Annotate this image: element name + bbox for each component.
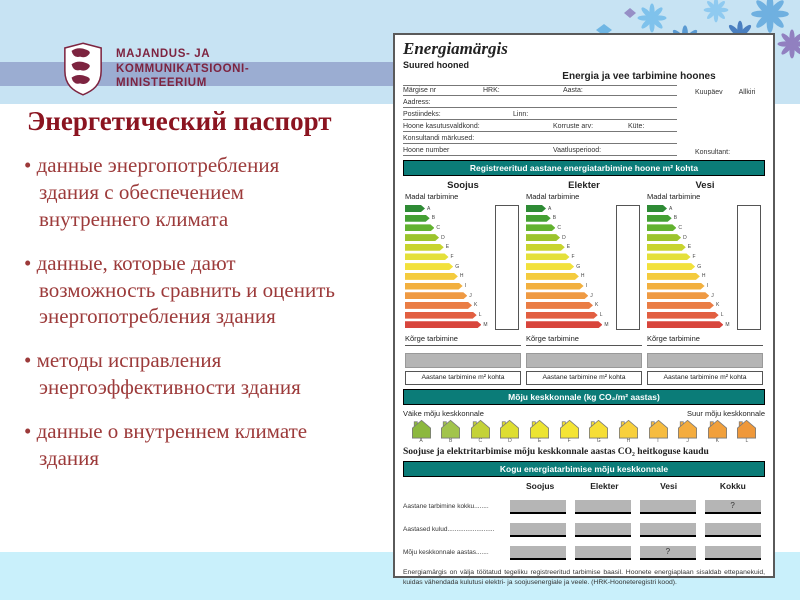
summary-column-header: Elekter [590,480,619,491]
field-kasutusvaldkond: Hoone kasutusvaldkond: [403,122,480,130]
house-icon-item [616,419,640,444]
house-icon [617,419,640,439]
rating-letter: B [552,215,557,222]
house-letter: K [715,437,719,444]
scale-title: Vesi [695,179,715,191]
consumption-value-label: Aastane tarbimine m² kohta [405,371,521,385]
certificate-subtitle: Suured hooned [403,59,469,70]
summary-row-label: Mõju keskkonnale aastas....... [403,549,489,557]
bullet-item: • методы исправления энергоэффективности здания [24,347,342,401]
high-consumption-label: Kõrge tarbimine [405,334,521,346]
summary-cell [636,523,701,537]
rating-letter: J [590,292,593,299]
rating-bar [405,273,458,280]
summary-column-header: Vesi [660,480,678,491]
field-allkiri: Allkiri [738,88,756,96]
high-consumption-label: Kõrge tarbimine [526,334,642,346]
rating-bar [405,205,425,212]
banner-total-impact: Kogu energiatarbimise mõju keskkonnale [403,461,765,477]
summary-rows [403,500,765,560]
rating-bar [647,283,705,290]
field-konsultant: Konsultant: [695,148,731,156]
summary-value-box [510,546,566,560]
rating-bar [526,312,598,319]
rating-letter: M [483,321,488,328]
house-icon-item [409,419,433,444]
rating-bar [647,215,672,222]
rating-letter: C [557,224,562,231]
logo-line: MAJANDUS- JA [116,47,211,60]
rating-bar [647,302,714,309]
rating-bar [526,273,579,280]
house-icon [706,419,729,439]
banner-environment-impact: Mõju keskkonnale (kg CO₂/m² aastas) [403,389,765,405]
summary-column-header: Soojus [525,480,555,491]
energy-certificate [393,33,775,587]
summary-row [403,500,765,514]
house-letter: L [745,437,749,444]
rating-bars [526,204,642,332]
field-row [403,132,765,144]
scale-title: Soojus [447,179,479,191]
high-impact-label: Suur mõju keskkonnale [687,408,765,418]
field-linn: Linn: [513,110,529,118]
field-hoone-number: Hoone number [403,146,450,154]
rating-letter: H [580,273,585,280]
summary-row-label: Aastane tarbimine kokku........ [403,503,489,511]
rating-bar [526,302,593,309]
house-icon-item [498,419,522,444]
rating-bar [405,292,467,299]
energy-scale-soojus [405,180,521,385]
house-icon-item [587,419,611,444]
summary-cell [636,546,701,560]
house-icon [498,419,521,439]
summary-cell [700,546,765,560]
rating-bar [526,292,588,299]
rating-bar [405,253,449,260]
summary-value-box [510,523,566,537]
rating-letter: L [478,312,482,319]
rating-letter: C [436,224,441,231]
summary-value-box [575,523,631,537]
rating-letter: I [464,283,466,290]
certificate-section-header: Energia ja vee tarbimine hoones [562,70,716,82]
rating-bar [647,253,691,260]
rating-bar [526,321,602,328]
rating-letter: J [469,292,472,299]
rating-letter: K [474,302,478,309]
rating-bar [526,283,584,290]
house-icon [647,419,670,439]
rating-value-box [616,205,640,330]
rating-letter: C [678,224,683,231]
low-consumption-label: Madal tarbimine [405,191,459,201]
rating-letter: I [585,283,587,290]
rating-bar [405,234,439,241]
summary-cell [571,523,636,537]
rating-letter: E [445,244,450,251]
field-hrk: HRK: [483,86,500,94]
summary-cell [636,500,701,514]
ministry-name [116,47,249,92]
rating-letter: A [427,205,431,212]
house-letter: A [419,437,423,444]
house-icon-item [557,419,581,444]
rating-letter: F [692,253,696,260]
rating-bar [526,263,574,270]
house-letter: G [596,437,601,444]
certificate-fields [403,84,765,156]
field-row [403,108,765,120]
summary-value-box [575,500,631,514]
field-row [403,96,765,108]
rating-bar [405,312,477,319]
summary-value-box: ? [705,500,761,514]
field-kuupaev: Kuupäev [695,88,723,96]
house-icon [410,419,433,439]
house-letter: J [686,437,689,444]
summary-header [508,481,765,491]
rating-bar [526,224,555,231]
field-row [403,84,765,96]
house-icon [587,419,610,439]
summary-row-label: Aastased kulud.......................... [403,526,495,534]
low-consumption-label: Madal tarbimine [526,191,580,201]
houses-row [403,418,765,444]
environment-caption: Soojuse ja elektritarbimise mõju keskkonnale aastas CO₂ heitkoguse kaudu [403,446,709,457]
scales-row [403,180,765,385]
environment-section [403,409,765,457]
bullet-item: • данные о внутреннем климате здания [24,418,342,472]
rating-bar [405,302,472,309]
house-letter: B [448,437,453,444]
rating-bar [647,292,709,299]
rating-letter: L [599,312,603,319]
summary-value-box: ? [640,546,696,560]
field-vaatlusperiood: Vaatlusperiood: [553,146,602,154]
rating-letter: L [720,312,724,319]
house-icon [469,419,492,439]
slide-title: Энергетический паспорт [27,106,332,136]
summary-cell [506,546,571,560]
rating-bar [526,205,546,212]
rating-letter: D [441,234,445,241]
house-icon-item [646,419,670,444]
rating-bars [405,204,521,332]
rating-bar [526,244,565,251]
field-row [403,144,765,156]
rating-bar [405,224,434,231]
field-aadress: Aadress: [403,98,431,106]
house-icon-item [468,419,492,444]
rating-bar [647,263,695,270]
scale-title: Elekter [568,179,600,191]
summary-value-box [510,500,566,514]
logo-line: KOMMUNIKATSIOONI- [116,62,250,75]
rating-letter: H [459,273,464,280]
ministry-logo [62,42,249,96]
high-consumption-label: Kõrge tarbimine [647,334,763,346]
house-icon [558,419,581,439]
rating-letter: K [595,302,599,309]
rating-letter: E [566,244,571,251]
rating-bar [647,273,700,280]
rating-bar [647,234,681,241]
field-markused: Konsultandi märkused: [403,134,475,142]
consumption-value-box [647,353,763,368]
rating-bar [526,234,560,241]
rating-letter: G [697,263,702,270]
rating-letter: M [604,321,609,328]
rating-bar [405,321,481,328]
house-letter: C [478,437,483,444]
bullet-list [24,152,342,489]
banner-registered-consumption: Registreeritud aastane energiatarbimine hoone m² kohta [403,160,765,176]
field-postiindeks: Postiindeks: [403,110,441,118]
logo-line: MINISTEERIUM [116,77,207,90]
house-letter: F [567,437,571,444]
rating-bar [405,215,430,222]
certificate-title: Energiamärgis [403,39,508,58]
house-icon [676,419,699,439]
low-consumption-label: Madal tarbimine [647,191,701,201]
consumption-value-box [405,353,521,368]
rating-letter: M [725,321,730,328]
house-icon [735,419,758,439]
rating-bars [647,204,763,332]
rating-letter: F [450,253,454,260]
rating-letter: G [576,263,581,270]
summary-table [403,481,765,560]
summary-cell [700,523,765,537]
summary-cell [506,500,571,514]
summary-cell [571,500,636,514]
field-margise-nr: Märgise nr [403,86,437,94]
house-icon [439,419,462,439]
rating-value-box [737,205,761,330]
house-letter: E [537,437,542,444]
rating-letter: B [673,215,678,222]
house-letter: H [626,437,631,444]
rating-letter: J [711,292,714,299]
energy-scale-vesi [647,180,763,385]
rating-bar [405,283,463,290]
rating-letter: B [431,215,436,222]
field-aasta: Aasta: [563,86,583,94]
rating-letter: E [687,244,692,251]
bullet-item: • данные, которые дают возможность сравнить и оценить энергопотребления здания [24,250,342,331]
rating-bar [647,205,667,212]
consumption-value-box [526,353,642,368]
rating-letter: K [716,302,720,309]
rating-letter: D [562,234,566,241]
summary-row [403,523,765,537]
house-icon-item [676,419,700,444]
summary-row [403,546,765,560]
rating-bar [526,215,551,222]
bullet-item: • данные энергопотребления здания с обеспечением внутреннего климата [24,152,342,233]
summary-value-box [575,546,631,560]
field-korruste-arv: Korruste arv: [553,122,594,130]
coat-of-arms-icon [62,42,104,96]
summary-cell [571,546,636,560]
energy-scale-elekter [526,180,642,385]
summary-value-box [705,546,761,560]
rating-bar [405,263,453,270]
summary-value-box [640,500,696,514]
field-row [403,120,765,132]
summary-cell [700,500,765,514]
rating-letter: I [706,283,708,290]
field-kyte: Küte: [628,122,645,130]
certificate-footnote: Energiamärgis on välja töötatud tegeliku registreeritud tarbimise baasil. Hoonete energiaplaan sisaldab ettepanekuid, kuidas vähendada kulutusi elektri- ja soojusenergiale ja veele. (HRK-Hooneteregistri kood). [403,568,765,587]
summary-value-box [705,523,761,537]
house-icon-item [528,419,552,444]
rating-bar [647,321,723,328]
rating-letter: A [669,205,673,212]
house-icon-item [735,419,759,444]
house-icon [528,419,551,439]
consumption-value-label: Aastane tarbimine m² kohta [526,371,642,385]
rating-bar [405,244,444,251]
house-letter: I [657,437,659,444]
summary-column-header: Kokku [719,480,746,491]
rating-letter: A [548,205,552,212]
house-icon-item [705,419,729,444]
rating-letter: G [455,263,460,270]
summary-cell [506,523,571,537]
rating-bar [526,253,570,260]
house-letter: D [508,437,512,444]
rating-bar [647,244,686,251]
rating-letter: D [683,234,687,241]
rating-bar [647,312,719,319]
rating-bar [647,224,676,231]
rating-value-box [495,205,519,330]
low-impact-label: Väike mõju keskkonnale [403,408,484,418]
rating-letter: H [701,273,706,280]
consumption-value-label: Aastane tarbimine m² kohta [647,371,763,385]
house-icon-item [439,419,463,444]
summary-value-box [640,523,696,537]
rating-letter: F [571,253,575,260]
